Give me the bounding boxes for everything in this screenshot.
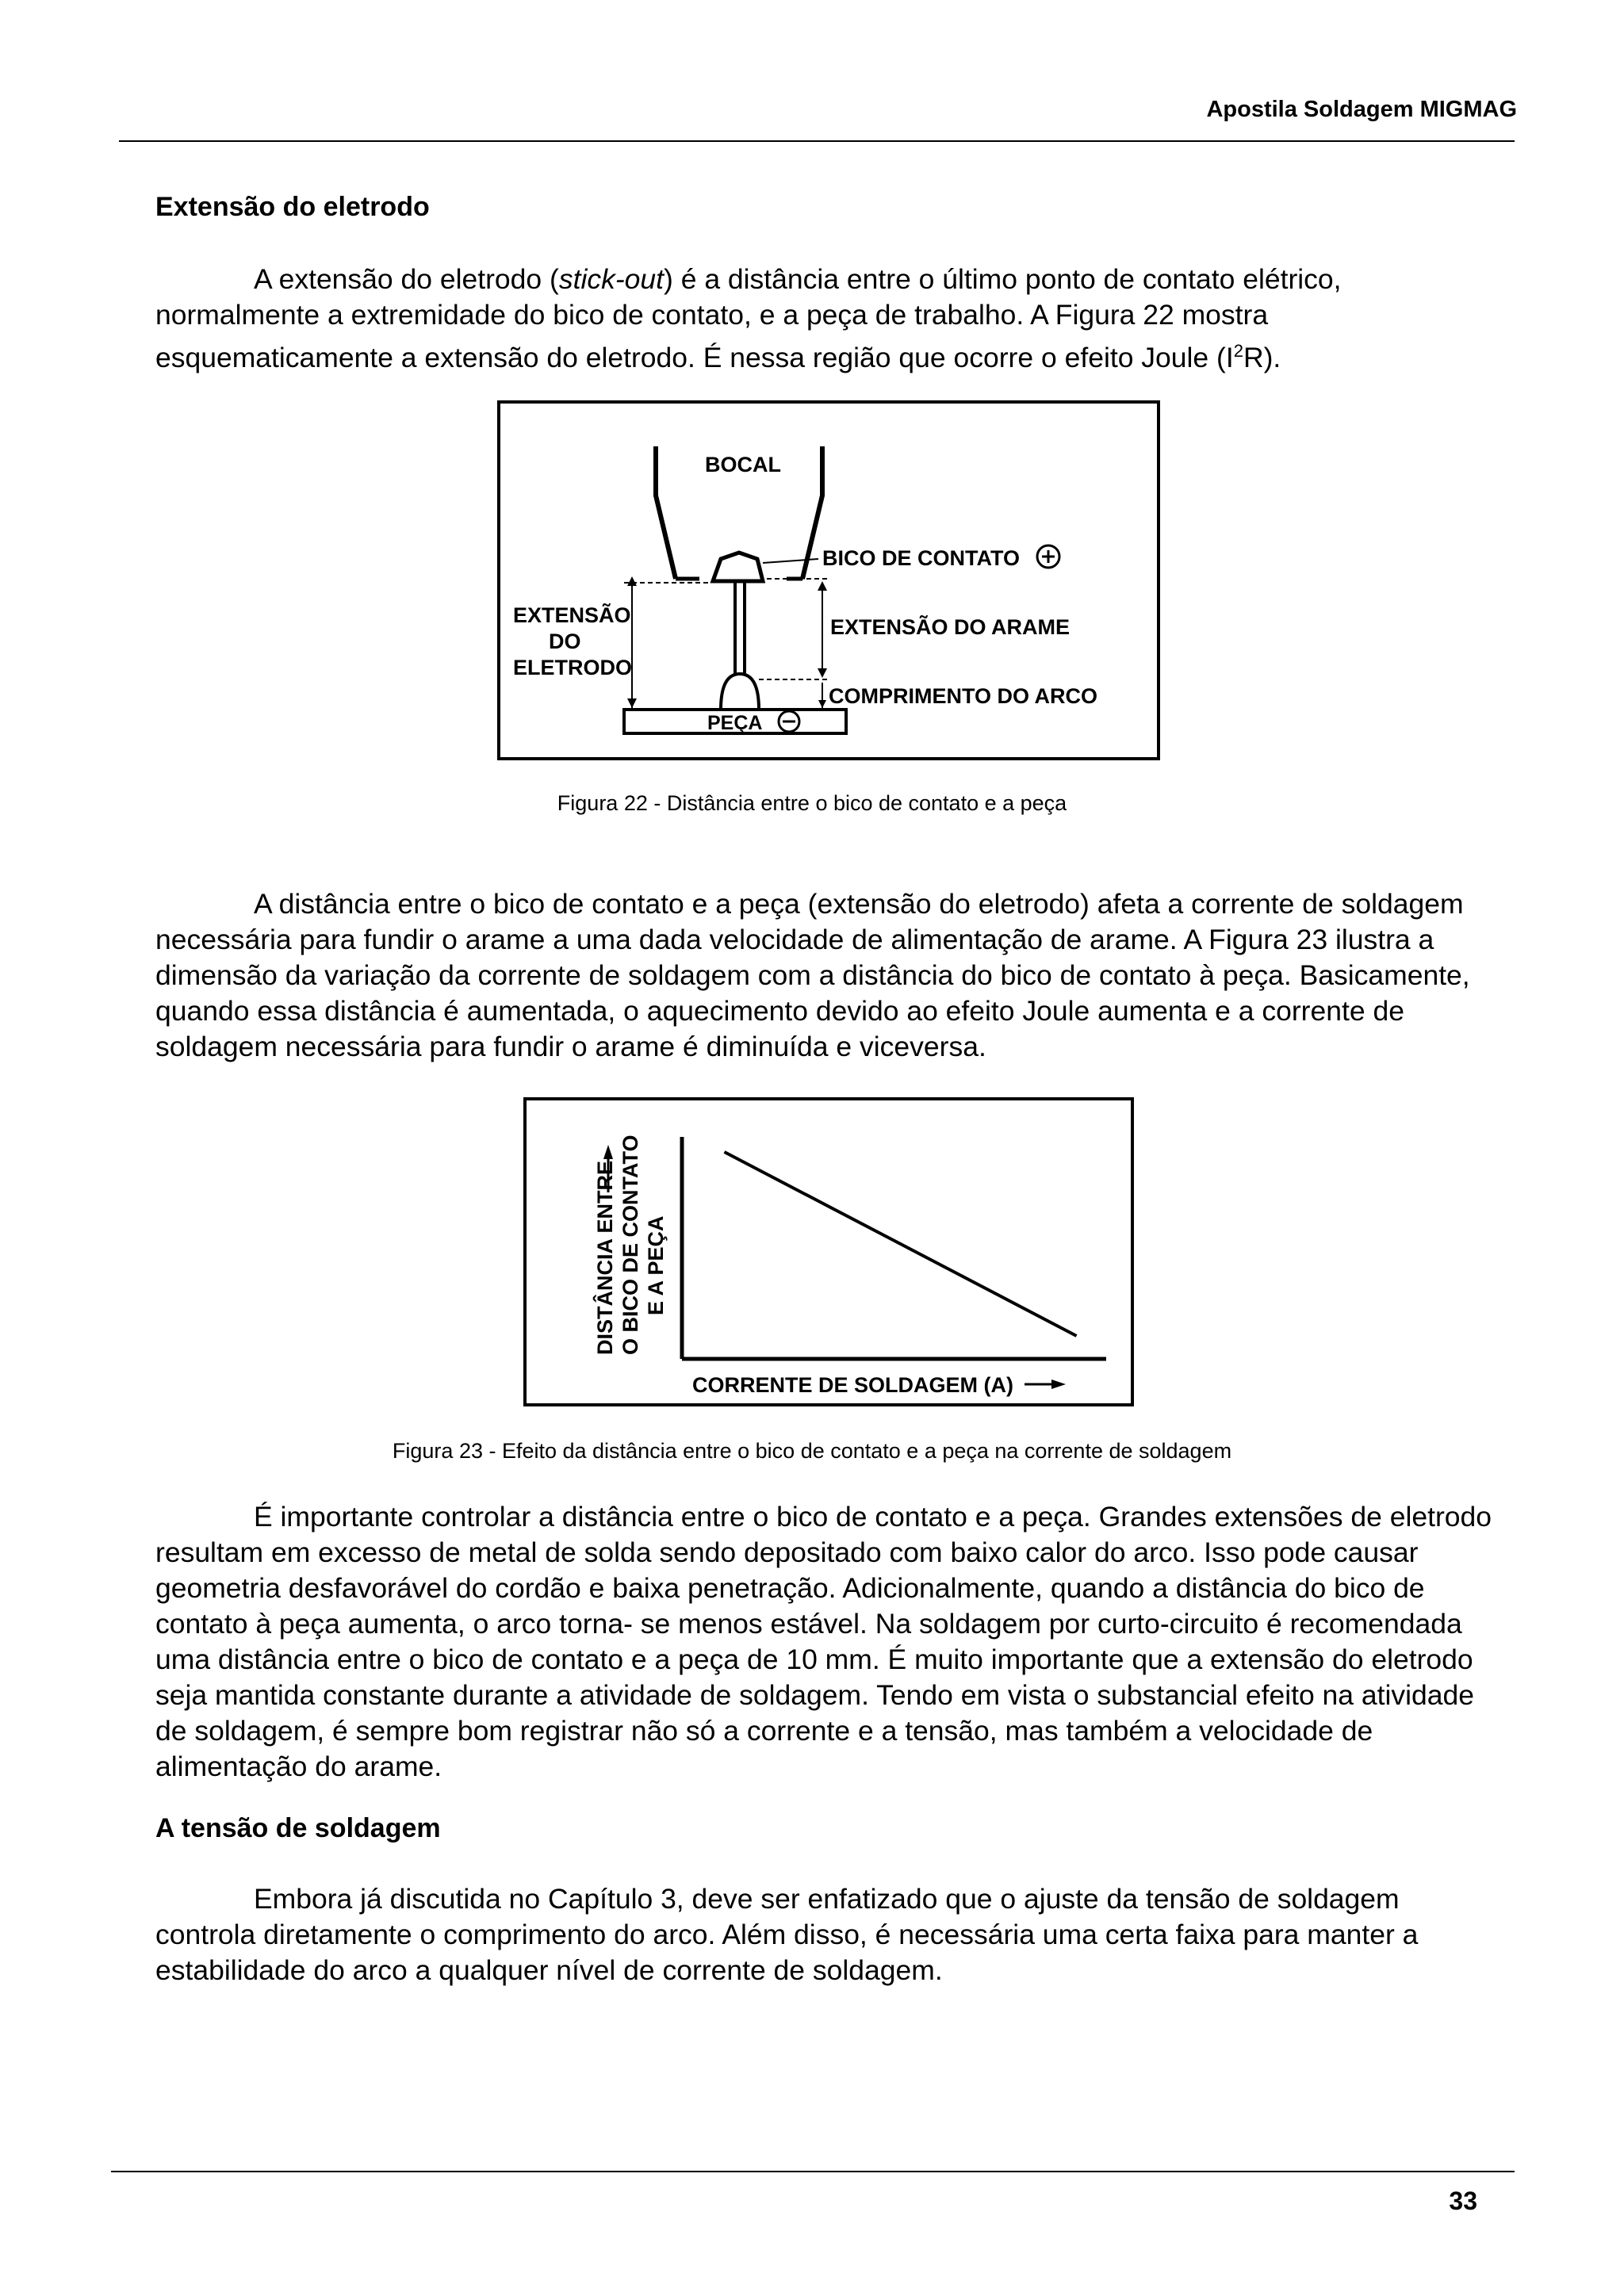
label-bico: BICO DE CONTATO	[822, 546, 1020, 570]
chart-y-label-1: DISTÂNCIA ENTRE	[593, 1160, 617, 1355]
para1-text-b: ) é a distância entre o último ponto de contato elétrico, normalmente a extremidade do bico de contato, e a peça de trabalho. A Figura 22 mostra esquematicamente a extensão do eletrodo. É nessa região que ocorre o efeito Joule (I	[155, 263, 1342, 373]
label-ext-eletrodo-1: EXTENSÃO	[513, 603, 631, 627]
figure-22-diagram	[497, 400, 1160, 760]
label-ext-eletrodo-2: DO	[549, 629, 581, 653]
paragraph-3	[155, 1499, 1496, 1785]
para1-sup: 2	[1233, 341, 1243, 361]
figure-23-caption: Figura 23 - Efeito da distância entre o bico de contato e a peça na corrente de soldagem	[392, 1439, 1232, 1463]
paragraph-1	[155, 262, 1496, 376]
label-bocal: BOCAL	[705, 453, 781, 476]
paragraph-2	[155, 886, 1496, 1065]
para1-text-c: R).	[1243, 341, 1281, 373]
para3-text: É importante controlar a distância entre o bico de contato e a peça. Grandes extensões de eletrodo resultam em excesso de metal de solda sendo depositado com baixo calor do arco. Isso pode causar geometria desfavorável do cordão e baixa penetração. Adicionalmente, quando a distância do bico de contato à peça aumenta, o arco torna- se menos estável. Na soldagem por curto-circuito é recomendada uma distância entre o bico de contato e a peça de 10 mm. É muito importante que a extensão do eletrodo seja mantida constante durante a atividade de soldagem. Tendo em vista o substancial efeito na atividade de soldagem, é sempre bom registrar não só a corrente e a tensão, mas também a velocidade de alimentação do arame.	[155, 1501, 1492, 1782]
label-ext-eletrodo-3: ELETRODO	[513, 656, 633, 679]
section-heading-tensao: A tensão de soldagem	[155, 1813, 441, 1843]
chart-y-label-2: O BICO DE CONTATO	[619, 1135, 642, 1355]
figure-22	[497, 400, 1160, 760]
figure-23	[523, 1097, 1134, 1406]
header-rule	[119, 140, 1515, 142]
header-title: Apostila Soldagem MIGMAG	[1206, 97, 1517, 122]
label-comprimento-arco: COMPRIMENTO DO ARCO	[829, 684, 1098, 708]
section-heading-extensao: Extensão do eletrodo	[155, 192, 430, 222]
weld-droplet	[721, 674, 759, 710]
label-peca: PEÇA	[707, 712, 763, 734]
page-number: 33	[1449, 2187, 1477, 2215]
para1-italic: stick-out	[558, 263, 665, 295]
chart-x-label: CORRENTE DE SOLDAGEM (A)	[692, 1373, 1013, 1397]
figure-23-chart	[523, 1097, 1134, 1406]
para2-text: A distância entre o bico de contato e a peça (extensão do eletrodo) afeta a corrente de soldagem necessária para fundir o arame a uma dada velocidade de alimentação de arame. A Figura 23 ilustra a dimensão da variação da corrente de soldagem com a distância do bico de contato à peça. Basicamente, quando essa distância é aumentada, o aquecimento devido ao efeito Joule aumenta e a corrente de soldagem necessária para fundir o arame é diminuída e viceversa.	[155, 888, 1470, 1062]
para1-text-a: A extensão do eletrodo (	[254, 263, 559, 295]
figure-22-caption: Figura 22 - Distância entre o bico de contato e a peça	[557, 791, 1067, 815]
paragraph-4	[155, 1881, 1496, 1988]
label-ext-arame: EXTENSÃO DO ARAME	[830, 615, 1071, 639]
para4-text: Embora já discutida no Capítulo 3, deve ser enfatizado que o ajuste da tensão de soldagem controla diretamente o comprimento do arco. Além disso, é necessária uma certa faixa para manter a estabilidade do arco a qualquer nível de corrente de soldagem.	[155, 1883, 1419, 1986]
chart-y-label-3: E A PEÇA	[644, 1215, 668, 1315]
footer-rule	[111, 2171, 1515, 2172]
